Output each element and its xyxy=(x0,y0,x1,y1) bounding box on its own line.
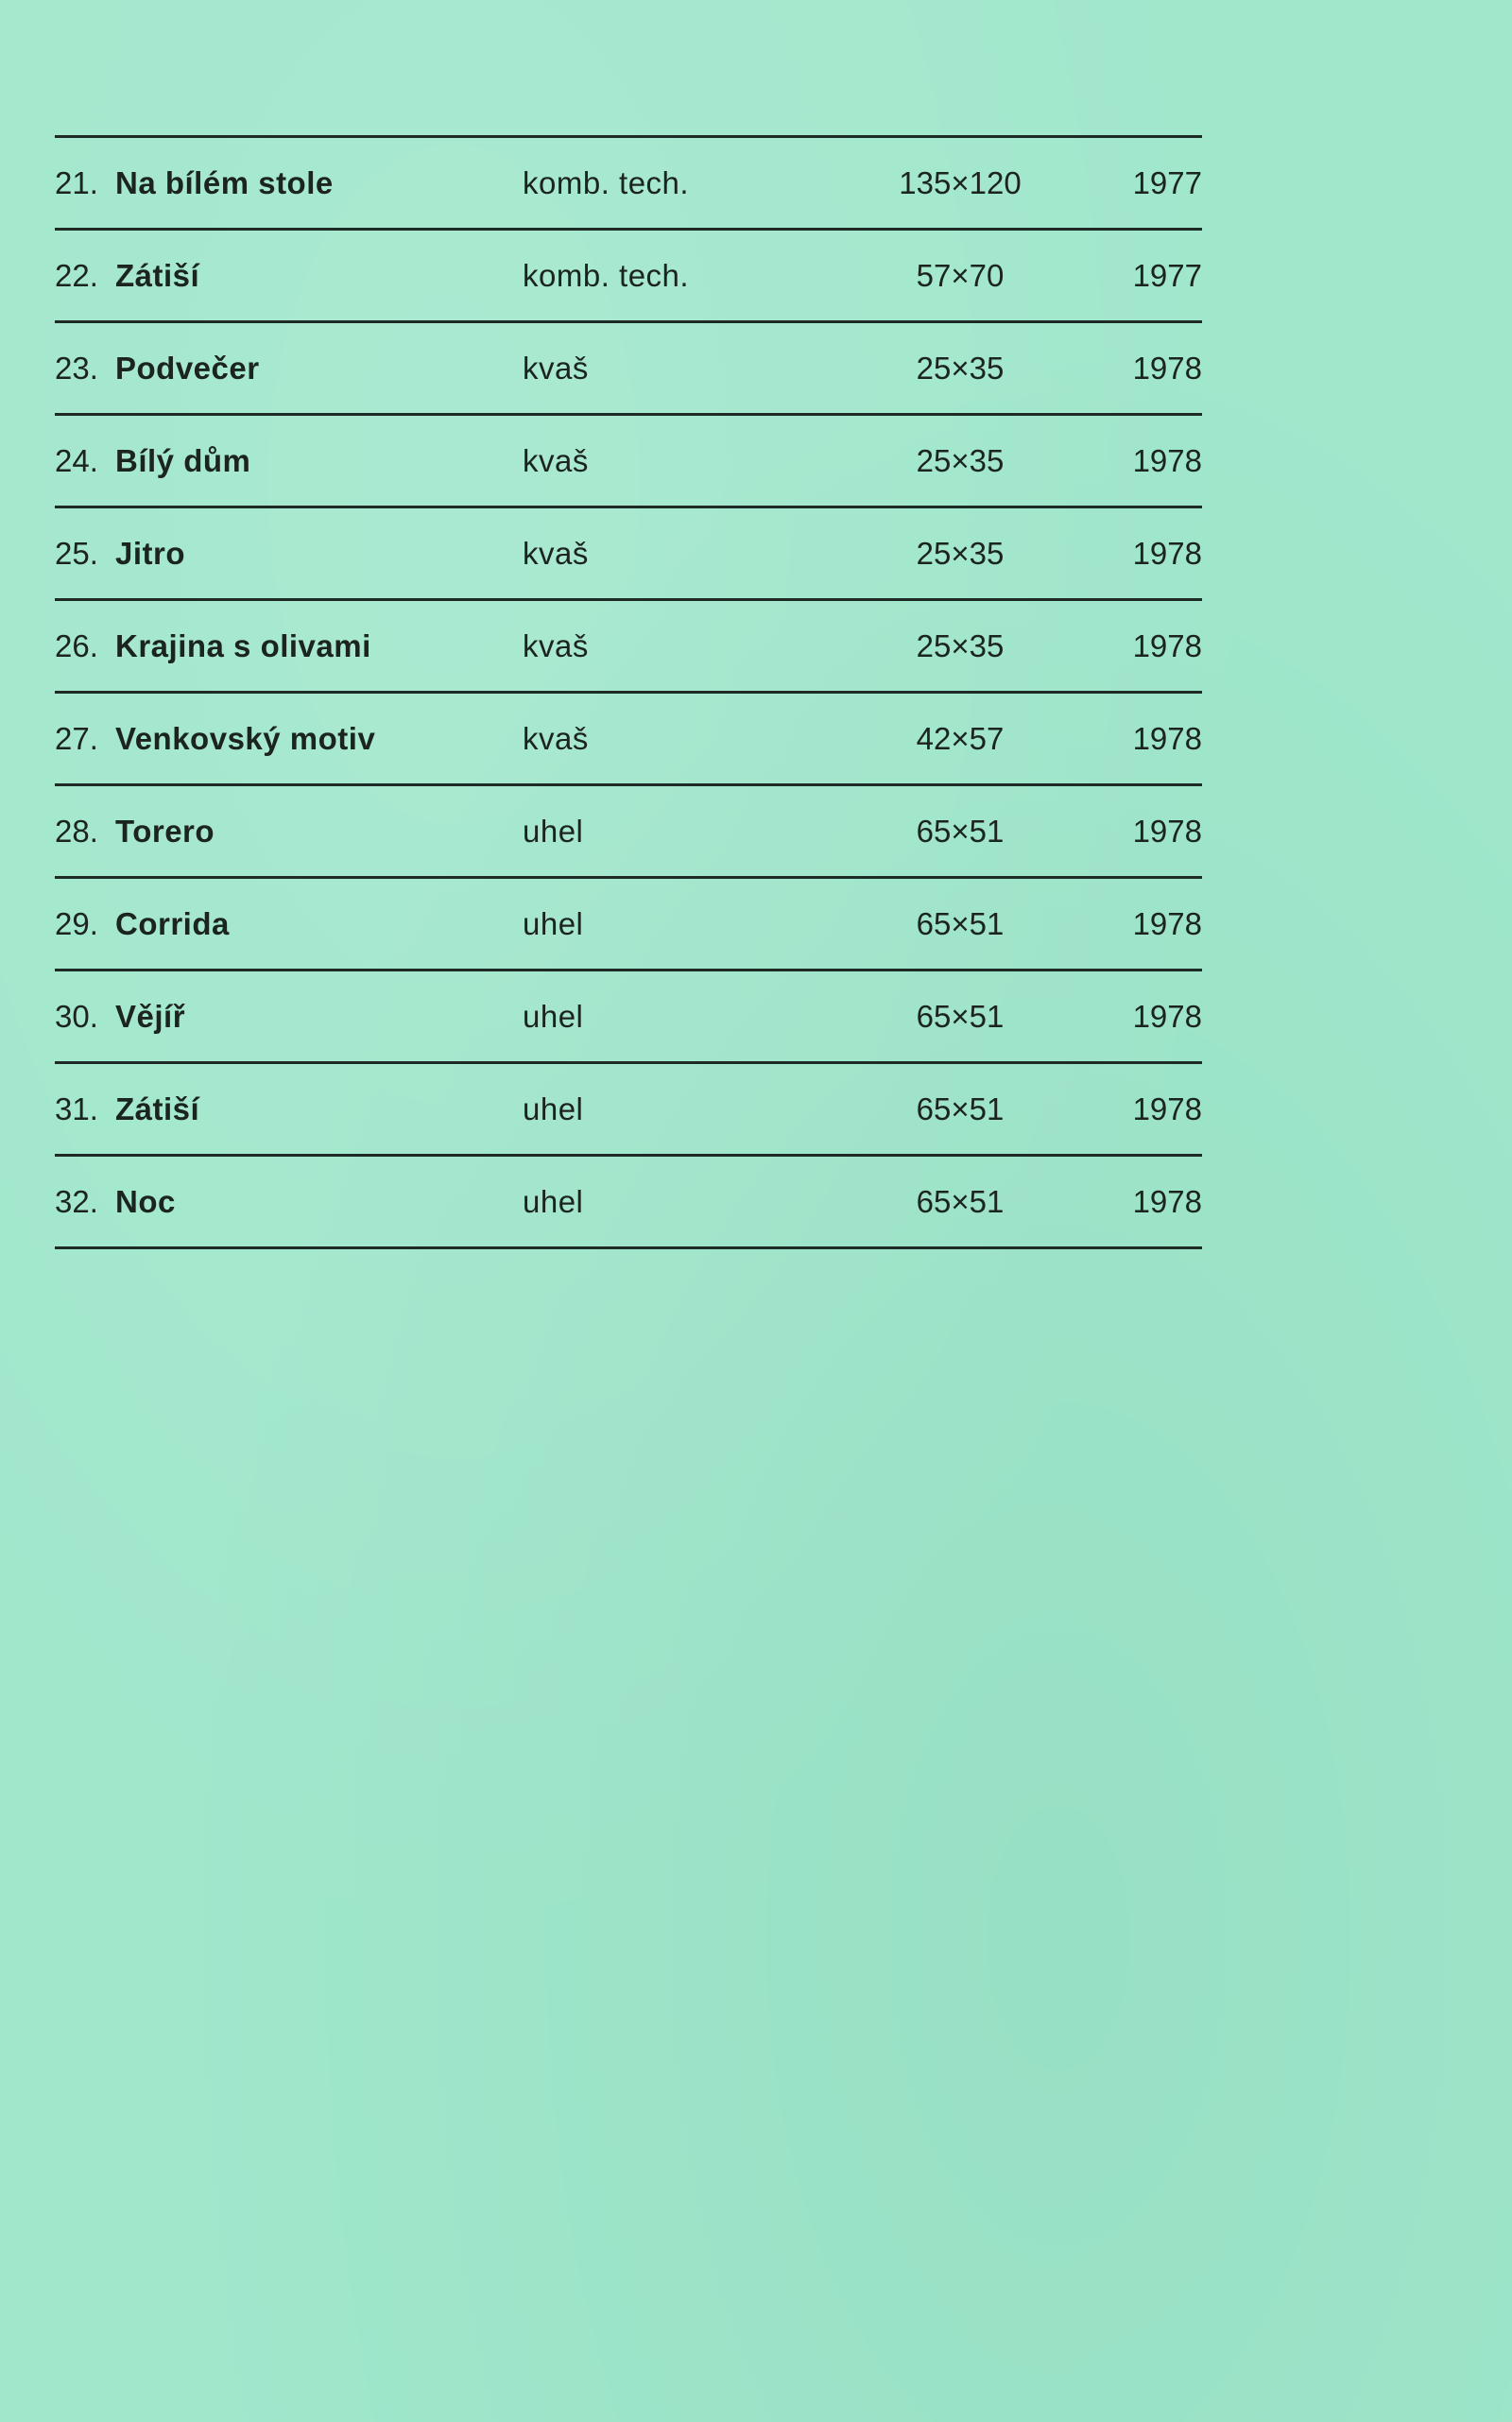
work-year: 1977 xyxy=(1132,165,1202,200)
work-title: Torero xyxy=(115,814,215,849)
work-year: 1978 xyxy=(1132,443,1202,478)
work-title: Bílý dům xyxy=(115,443,251,478)
table-row xyxy=(55,1064,1202,1157)
work-technique: kvaš xyxy=(523,351,589,386)
work-dimensions: 65×51 xyxy=(916,999,1005,1034)
work-year: 1978 xyxy=(1132,536,1202,571)
work-technique: uhel xyxy=(523,1184,584,1219)
work-title: Noc xyxy=(115,1184,176,1219)
work-year: 1978 xyxy=(1132,628,1202,663)
table-row xyxy=(55,1157,1202,1249)
work-technique: komb. tech. xyxy=(523,258,690,293)
work-technique: uhel xyxy=(523,906,584,941)
work-number: 31. xyxy=(55,1091,98,1126)
table-row xyxy=(55,231,1202,323)
work-title: Podvečer xyxy=(115,351,260,386)
work-number: 21. xyxy=(55,165,98,200)
work-dimensions: 25×35 xyxy=(916,351,1005,386)
work-year: 1977 xyxy=(1132,258,1202,293)
work-dimensions: 57×70 xyxy=(916,258,1005,293)
work-technique: kvaš xyxy=(523,628,589,663)
work-technique: kvaš xyxy=(523,536,589,571)
work-number: 22. xyxy=(55,258,98,293)
work-year: 1978 xyxy=(1132,721,1202,756)
work-dimensions: 135×120 xyxy=(899,165,1022,200)
works-table xyxy=(55,135,1202,1249)
work-title: Venkovský motiv xyxy=(115,721,376,756)
work-number: 29. xyxy=(55,906,98,941)
work-year: 1978 xyxy=(1132,1184,1202,1219)
work-dimensions: 65×51 xyxy=(916,1091,1005,1126)
table-row xyxy=(55,601,1202,694)
work-number: 25. xyxy=(55,536,98,571)
work-technique: uhel xyxy=(523,1091,584,1126)
work-number: 24. xyxy=(55,443,98,478)
work-technique: uhel xyxy=(523,999,584,1034)
work-title: Vějíř xyxy=(115,999,186,1034)
work-year: 1978 xyxy=(1132,999,1202,1034)
work-number: 28. xyxy=(55,814,98,849)
work-dimensions: 42×57 xyxy=(916,721,1005,756)
work-year: 1978 xyxy=(1132,351,1202,386)
work-dimensions: 25×35 xyxy=(916,443,1005,478)
table-row xyxy=(55,879,1202,971)
work-year: 1978 xyxy=(1132,814,1202,849)
work-year: 1978 xyxy=(1132,906,1202,941)
work-title: Krajina s olivami xyxy=(115,628,371,663)
work-title: Jitro xyxy=(115,536,186,571)
work-title: Corrida xyxy=(115,906,230,941)
table-row xyxy=(55,508,1202,601)
table-row xyxy=(55,786,1202,879)
work-technique: komb. tech. xyxy=(523,165,690,200)
table-row xyxy=(55,694,1202,786)
work-dimensions: 65×51 xyxy=(916,1184,1005,1219)
table-row xyxy=(55,138,1202,231)
table-row xyxy=(55,416,1202,508)
work-number: 26. xyxy=(55,628,98,663)
work-title: Na bílém stole xyxy=(115,165,334,200)
work-dimensions: 25×35 xyxy=(916,628,1005,663)
work-number: 27. xyxy=(55,721,98,756)
table-row xyxy=(55,323,1202,416)
work-technique: kvaš xyxy=(523,443,589,478)
work-technique: kvaš xyxy=(523,721,589,756)
work-dimensions: 25×35 xyxy=(916,536,1005,571)
work-title: Zátiší xyxy=(115,1091,200,1126)
work-dimensions: 65×51 xyxy=(916,814,1005,849)
work-number: 30. xyxy=(55,999,98,1034)
work-number: 32. xyxy=(55,1184,98,1219)
work-year: 1978 xyxy=(1132,1091,1202,1126)
work-number: 23. xyxy=(55,351,98,386)
table-row xyxy=(55,971,1202,1064)
work-title: Zátiší xyxy=(115,258,200,293)
work-technique: uhel xyxy=(523,814,584,849)
work-dimensions: 65×51 xyxy=(916,906,1005,941)
